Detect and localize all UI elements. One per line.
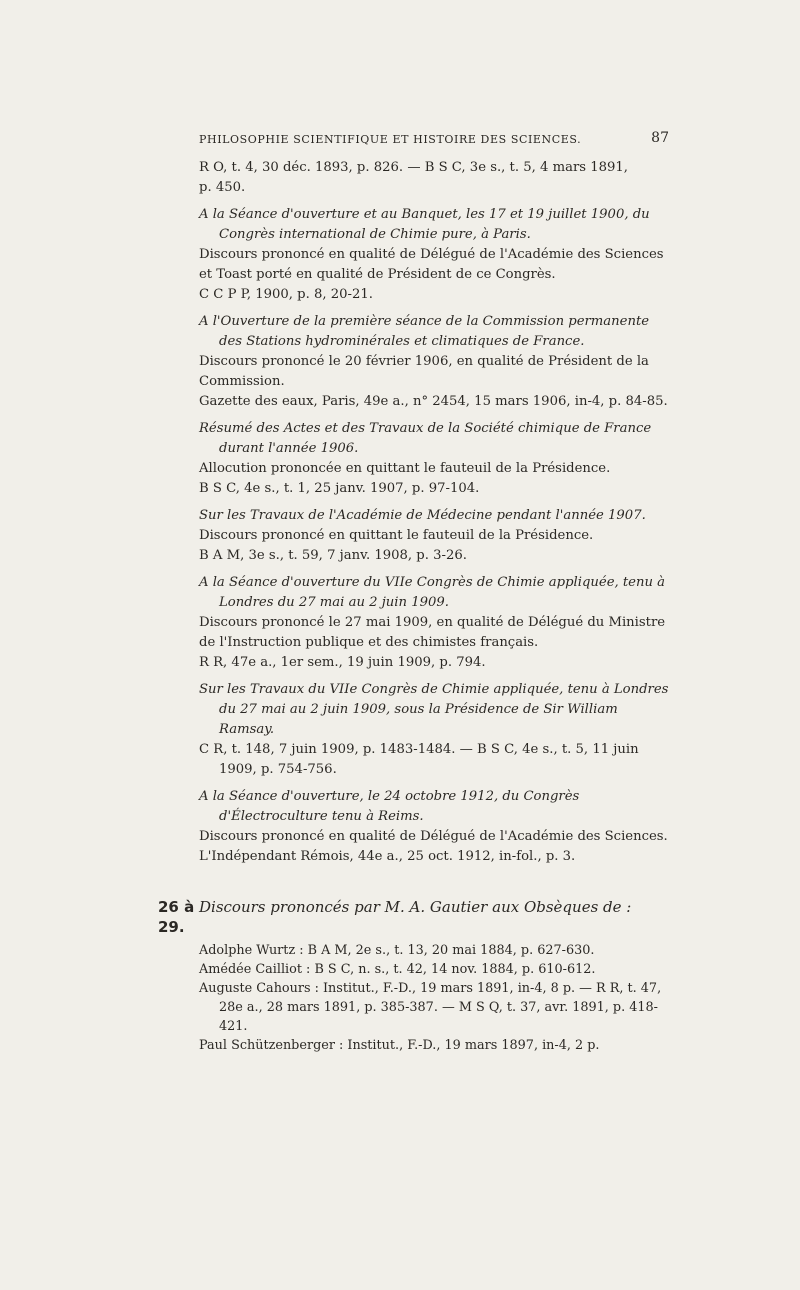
entry [199,419,669,499]
entry-ref-line: p. 450. [199,180,246,195]
entry-text: Allocution prononcée en quittant le fauteuil de la Présidence. [199,461,611,476]
entry-text: Discours prononcé le 27 mai 1909, en qualité de Délégué du Ministre de l'Instruction publique et des chimistes français. [199,615,666,650]
entry [199,506,669,566]
list-item: Auguste Cahours : Institut., F.-D., 19 mars 1891, in-4, 8 p. — R R, t. 47, 28e a., 28 mars 1891, p. 385-387. — M S Q, t. 37, avr. 1891, p. 418-421. [199,981,662,1034]
group-heading: Discours prononcés par M. A. Gautier aux Obsèques de : [199,898,632,916]
entry-ref: L'Indépendant Rémois, 44e a., 25 oct. 1912, in-fol., p. 3. [199,849,576,864]
entry-title: A la Séance d'ouverture et au Banquet, les 17 et 19 juillet 1900, du Congrès international de Chimie pure, à Paris. [199,207,650,242]
entry-text: Discours prononcé le 20 février 1906, en qualité de Président de la Commission. [199,354,649,389]
entry-title: Résumé des Actes et des Travaux de la Société chimique de France durant l'année 1906. [199,421,652,456]
entry-ref: B S C, 4e s., t. 1, 25 janv. 1907, p. 97-104. [199,481,480,496]
entry-continuation [199,158,669,198]
list-item: Adolphe Wurtz : B A M, 2e s., t. 13, 20 mai 1884, p. 627-630. [199,943,595,958]
obituary-group [158,897,670,1055]
entry-title: A la Séance d'ouverture du VIIe Congrès de Chimie appliquée, tenu à Londres du 27 mai au 2 juin 1909. [199,575,666,610]
list-item: Paul Schützenberger : Institut., F.-D., 19 mars 1897, in-4, 2 p. [199,1038,600,1053]
entry-title: A l'Ouverture de la première séance de la Commission permanente des Stations hydrominérales et climatiques de France. [199,314,650,349]
entry-title: Sur les Travaux du VIIe Congrès de Chimie appliquée, tenu à Londres du 27 mai au 2 juin 1909, sous la Présidence de Sir William Ramsay. [199,682,669,737]
entry-ref: C C P P, 1900, p. 8, 20-21. [199,287,373,302]
entry [199,680,669,780]
entry-ref: Gazette des eaux, Paris, 49e a., n° 2454, 15 mars 1906, in-4, p. 84-85. [199,394,668,409]
entry-title: Sur les Travaux de l'Académie de Médecine pendant l'année 1907. [199,508,646,523]
entry-text: Discours prononcé en quittant le fauteuil de la Présidence. [199,528,594,543]
entry-ref: B A M, 3e s., t. 59, 7 janv. 1908, p. 3-26. [199,548,467,563]
running-title: PHILOSOPHIE SCIENTIFIQUE ET HISTOIRE DES SCIENCES. [199,133,582,146]
entry [199,573,669,673]
entry-ref-line: R O, t. 4, 30 déc. 1893, p. 826. — B S C, 3e s., t. 5, 4 mars 1891, [199,160,628,175]
entry-text: Discours prononcé en qualité de Délégué de l'Académie des Sciences. [199,829,668,844]
entry-ref: R R, 47e a., 1er sem., 19 juin 1909, p. 794. [199,655,486,670]
entry-ref: C R, t. 148, 7 juin 1909, p. 1483-1484. — B S C, 4e s., t. 5, 11 juin 1909, p. 754-756. [199,742,639,777]
entry-range: 26 à 29. [158,898,195,936]
entry-text: Discours prononcé en qualité de Délégué de l'Académie des Sciences et Toast porté en qualité de Président de ce Congrès. [199,247,664,282]
page-number: 87 [651,130,669,146]
entry-title: A la Séance d'ouverture, le 24 octobre 1912, du Congrès d'Électroculture tenu à Reims. [199,789,580,824]
group-heading-row [158,897,670,937]
entry [199,312,669,412]
entry [199,787,669,867]
list-item: Amédée Cailliot : B S C, n. s., t. 42, 14 nov. 1884, p. 610-612. [199,962,596,977]
entry [199,205,669,305]
entries-list [199,158,669,874]
obituary-list [199,941,670,1055]
